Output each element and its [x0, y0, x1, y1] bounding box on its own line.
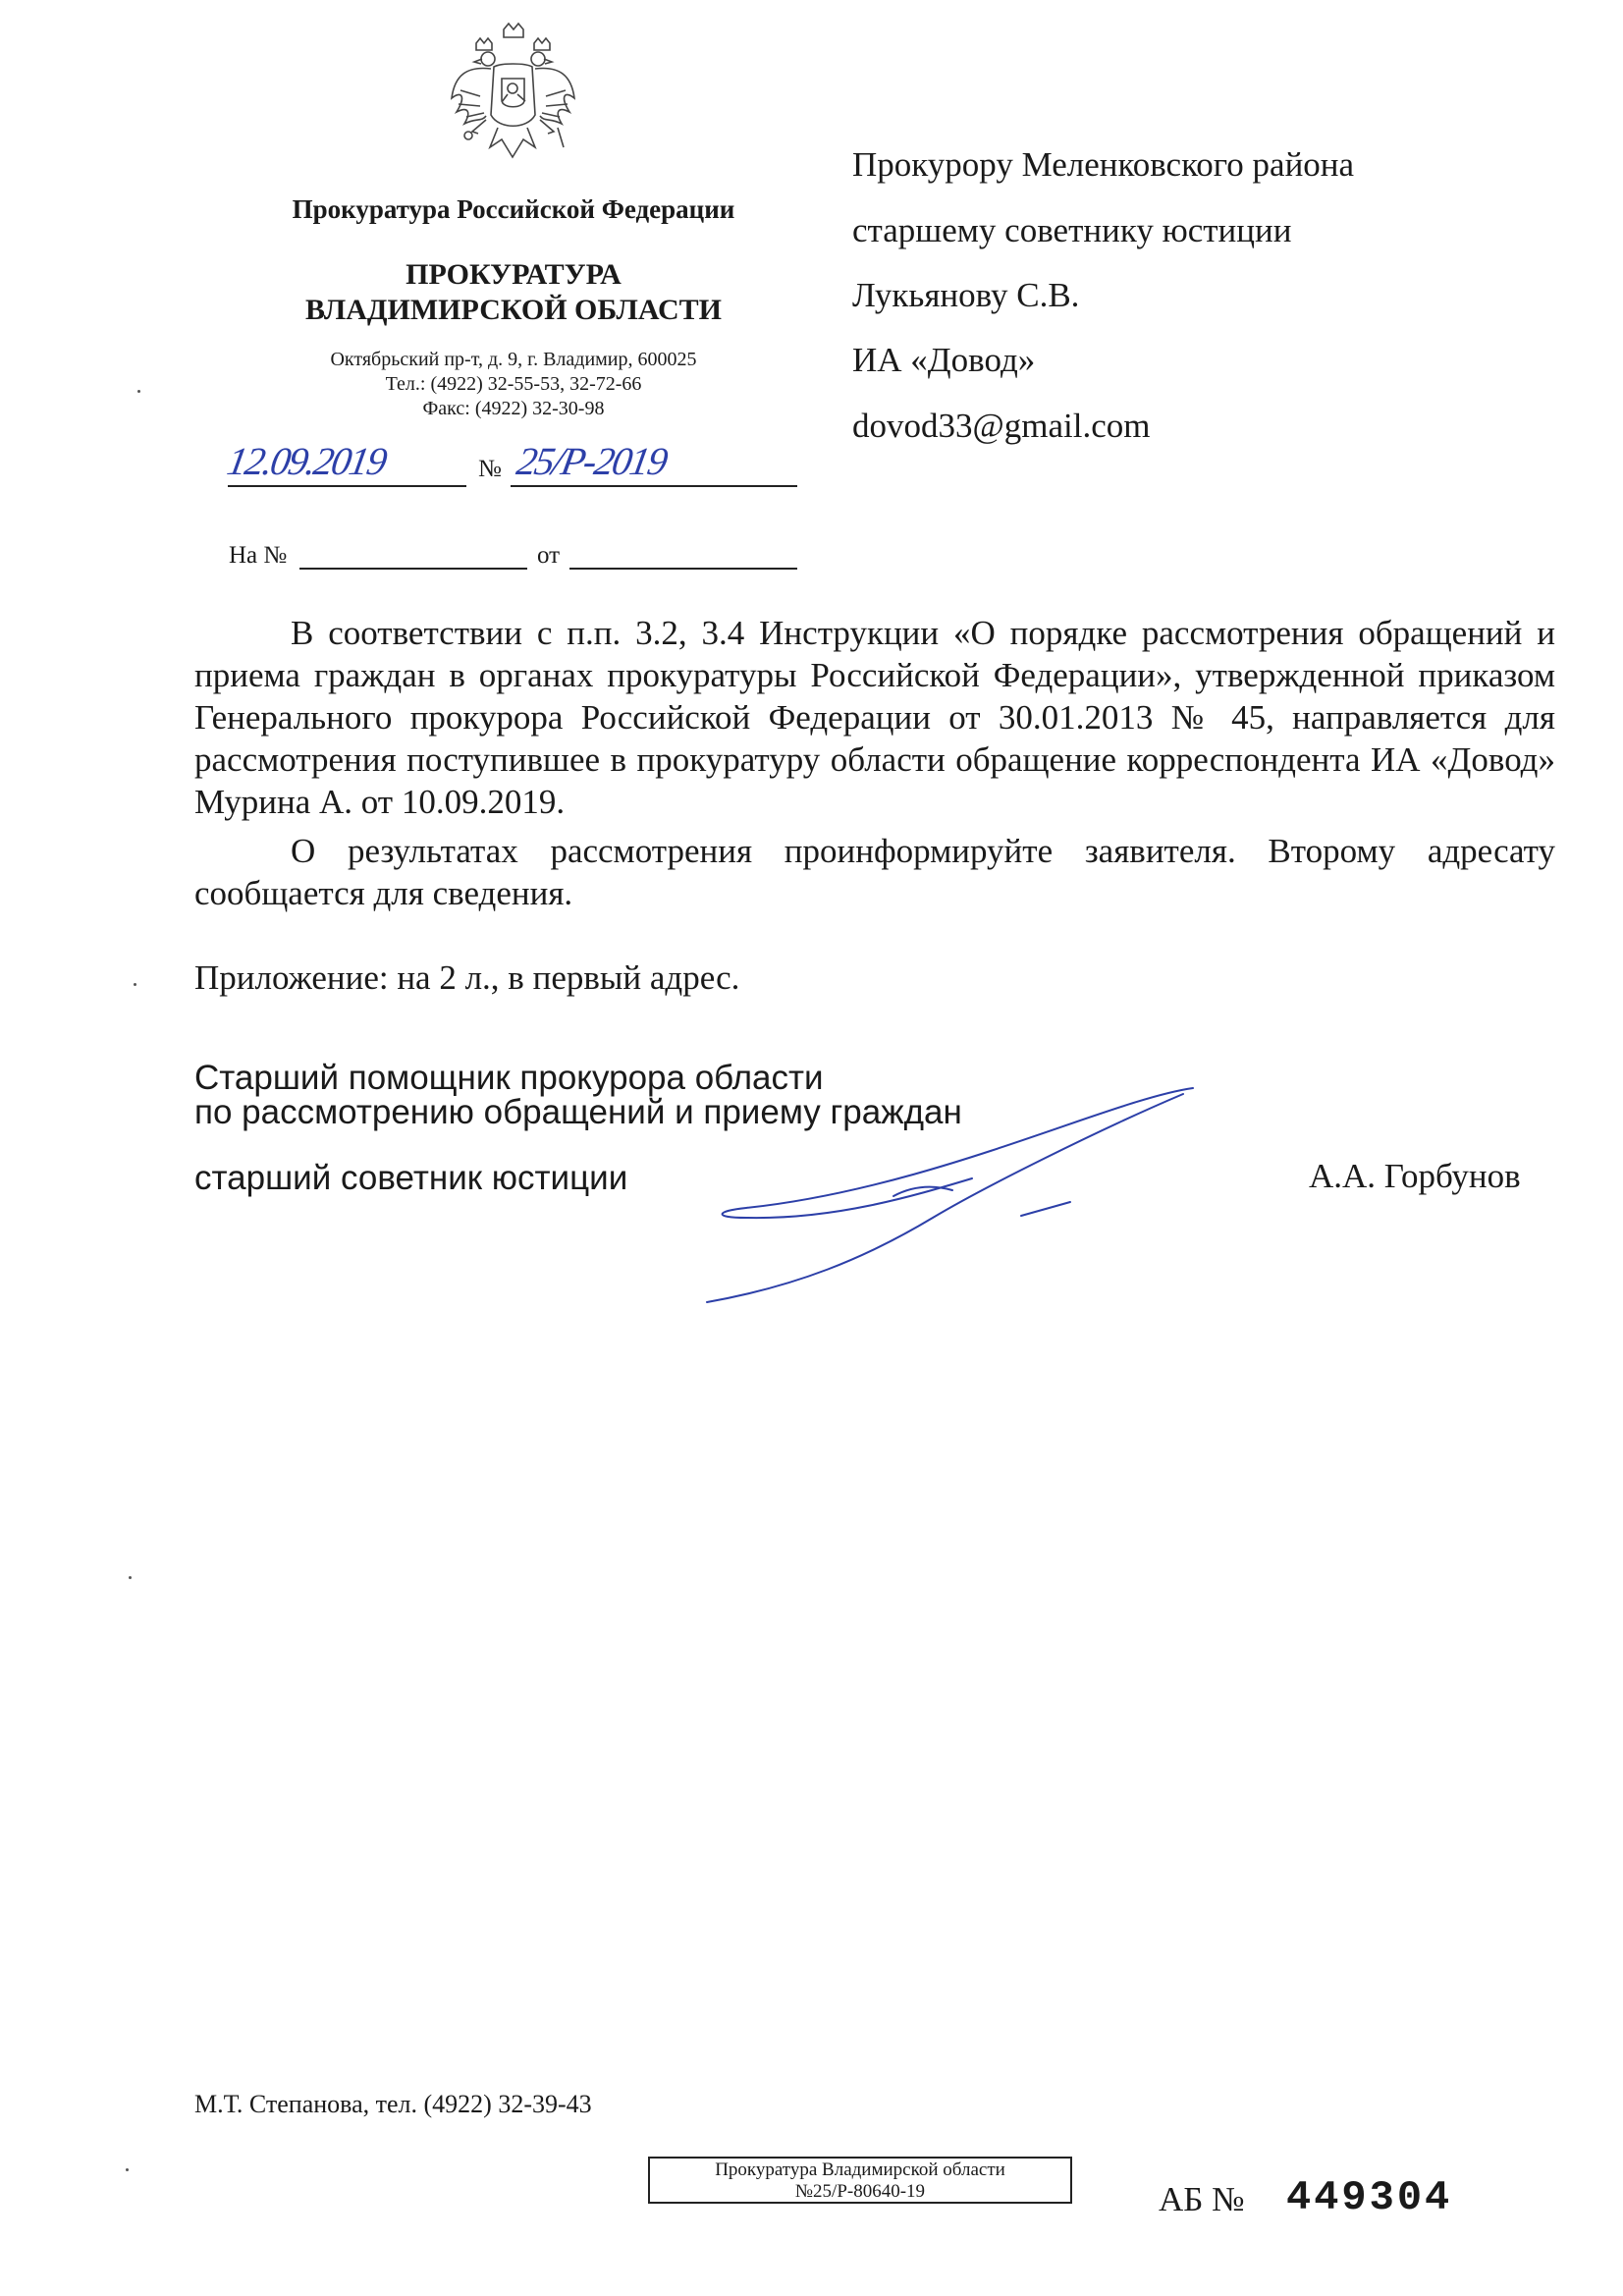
- scan-speck: [134, 983, 136, 986]
- number-sign: №: [478, 456, 502, 482]
- office-title: Прокуратура Российской Федерации: [292, 194, 735, 224]
- stamp-number: №25/Р-80640-19: [794, 2181, 926, 2202]
- reference-number-line: [299, 568, 527, 570]
- attachment-note: Приложение: на 2 л., в первый адрес.: [194, 958, 740, 997]
- signer-rank: старший советник юстиции: [194, 1159, 628, 1197]
- body-paragraph-2: О результатах рассмотрения проинформируйте заявителя. Второму адресату сообщается для сведения.: [194, 832, 1555, 912]
- office-name-line1: ПРОКУРАТУРА: [406, 258, 622, 291]
- signer-title-line2: по рассмотрению обращений и приему граждан: [194, 1093, 962, 1131]
- signer-title-line1: Старший помощник прокурора области: [194, 1059, 824, 1097]
- body-paragraph-1: В соответствии с п.п. 3.2, 3.4 Инструкции «О порядке рассмотрения обращений и приема граждан в органах прокуратуры Российской Федерации», утвержденной приказом Генерального прокурора Российской Федерации от 30.01.2013 № 45, направляется для рассмотрения поступившее в прокуратуру области обращение корреспондента ИА «Довод» Мурина А. от 10.09.2019.: [194, 614, 1555, 821]
- scan-speck: [129, 1576, 132, 1579]
- office-phone: Тел.: (4922) 32-55-53, 32-72-66: [385, 373, 642, 395]
- office-address: Октябрьский пр-т, д. 9, г. Владимир, 600025: [330, 349, 697, 370]
- double-headed-eagle-icon: [447, 22, 579, 164]
- serial-number: 449304: [1286, 2174, 1453, 2221]
- scan-speck: [137, 390, 140, 393]
- registration-stamp: [648, 2157, 1072, 2204]
- stamp-office: Прокуратура Владимирской области: [715, 2159, 1005, 2180]
- addressee-agency: ИА «Довод»: [852, 341, 1036, 379]
- reference-date-line: [569, 568, 797, 570]
- addressee-name: Лукьянову С.В.: [852, 276, 1080, 314]
- office-fax: Факс: (4922) 32-30-98: [422, 398, 605, 419]
- office-name: [229, 257, 798, 328]
- date-underline: [228, 485, 466, 487]
- office-name-line2: ВЛАДИМИРСКОЙ ОБЛАСТИ: [305, 294, 722, 326]
- handwritten-signature: [687, 1070, 1217, 1306]
- reference-from-label: от: [537, 542, 561, 569]
- reference-label: На №: [229, 542, 288, 569]
- signer-name: А.А. Горбунов: [1309, 1157, 1521, 1195]
- handwritten-reg-number: 25/Р-2019: [514, 439, 670, 483]
- executor-contact: М.Т. Степанова, тел. (4922) 32-39-43: [194, 2090, 592, 2118]
- addressee-position: Прокурору Меленковского района: [852, 145, 1355, 184]
- scan-speck: [126, 2168, 129, 2171]
- reg-number-underline: [511, 485, 797, 487]
- serial-label: АБ №: [1159, 2180, 1245, 2218]
- handwritten-date: 12.09.2019: [224, 439, 389, 483]
- addressee-rank: старшему советнику юстиции: [852, 211, 1292, 249]
- addressee-email: dovod33@gmail.com: [852, 407, 1151, 445]
